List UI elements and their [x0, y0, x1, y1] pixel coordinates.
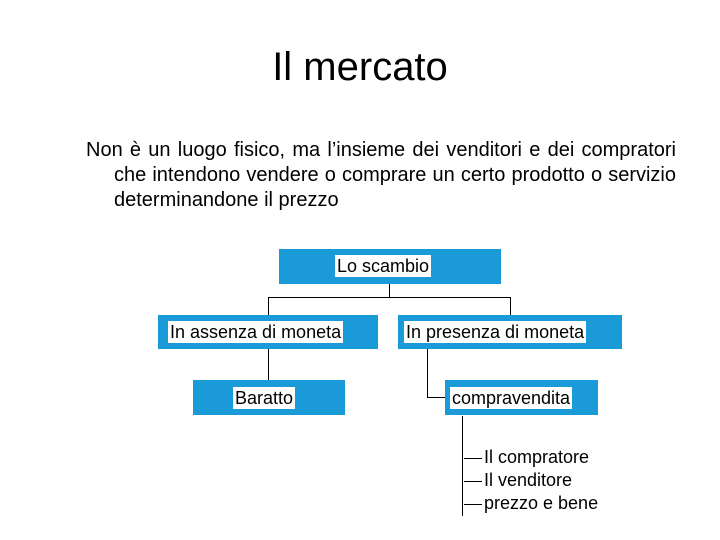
slide-title: Il mercato	[272, 45, 448, 89]
left-child-label: Baratto	[235, 388, 294, 408]
slide-body-text: Non è un luogo fisico, ma l’insieme dei venditori e dei compratori che intendono vendere o comprare un certo prodotto o servizio determinandone il prezzo	[86, 139, 676, 211]
right-child-node	[445, 380, 598, 415]
connector	[427, 349, 428, 397]
connector	[462, 416, 463, 516]
connector	[389, 284, 390, 298]
left-node-label: In assenza di moneta	[170, 322, 342, 342]
connector	[268, 297, 269, 315]
connector	[427, 397, 445, 398]
right-node-label: In presenza di moneta	[406, 322, 585, 342]
root-node-label: Lo scambio	[337, 256, 430, 276]
sub-item: Il compratore	[464, 446, 589, 468]
sub-item: prezzo e bene	[464, 492, 598, 514]
right-child-label: compravendita	[452, 388, 571, 408]
left-node	[158, 315, 378, 349]
sub-item: Il venditore	[464, 469, 572, 491]
right-node	[398, 315, 622, 349]
connector	[268, 349, 269, 380]
connector	[510, 297, 511, 315]
root-node	[279, 249, 501, 284]
connector	[268, 297, 510, 298]
left-child-node	[193, 380, 345, 415]
